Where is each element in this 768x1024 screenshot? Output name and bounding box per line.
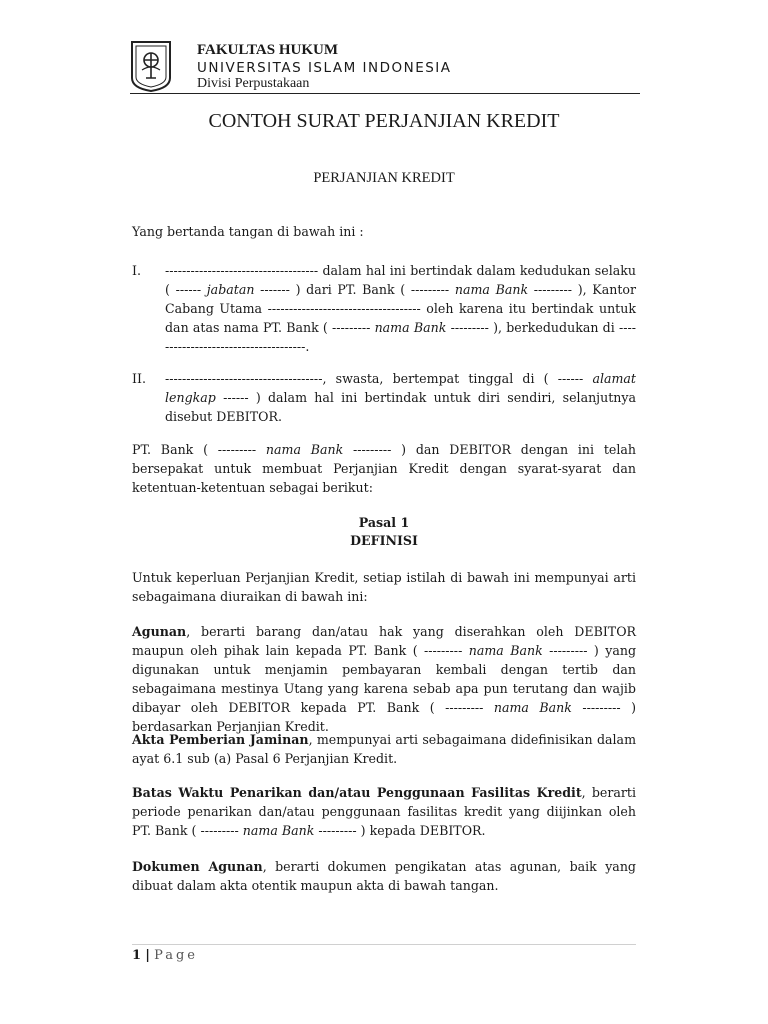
footer-separator: | — [145, 948, 150, 963]
party-1-text: ------------------------------------ dalam hal ini bertindak dalam kedudukan selaku ( ------ jabatan ------- ) dari PT. Bank ( --------- nama Bank --------- ), Kantor Cabang Utama ------------------------------------ oleh karena itu bertindak untuk dan atas nama PT. Bank ( --------- nama Bank --------- ), berkedudukan di -------------------------------------. — [165, 263, 636, 354]
footer-divider — [132, 944, 636, 945]
pasal-number: Pasal 1 — [358, 515, 410, 530]
page-footer — [132, 948, 198, 963]
party-2-text: -------------------------------------, swasta, bertempat tinggal di ( ------ alamat lengkap ------ ) dalam hal ini bertindak untuk diri sendiri, selanjutnya disebut DEBITOR. — [165, 371, 636, 424]
definition-dokumen-agunan: Dokumen Agunan, berarti dokumen pengikatan atas agunan, baik yang dibuat dalam akta otentik maupun akta di bawah tangan. — [132, 859, 636, 893]
page-label: Page — [154, 948, 198, 963]
document-title: CONTOH SURAT PERJANJIAN KREDIT — [208, 110, 560, 132]
intro-text: Yang bertanda tangan di bawah ini : — [132, 224, 364, 239]
party-2-number: II. — [132, 371, 146, 386]
pasal-heading: DEFINISI — [350, 533, 418, 548]
university-name: UNIVERSITAS ISLAM INDONESIA — [197, 60, 452, 76]
party-1-number: I. — [132, 263, 141, 278]
agreement-paragraph: PT. Bank ( --------- nama Bank --------- ) dan DEBITOR dengan ini telah bersepakat untuk membuat Perjanjian Kredit dengan syarat-syarat dan ketentuan-ketentuan sebagai berikut: — [132, 442, 636, 495]
header-divider — [130, 93, 640, 94]
definition-akta-pemberian-jaminan: Akta Pemberian Jaminan, mempunyai arti sebagaimana didefinisikan dalam ayat 6.1 sub (a) Pasal 6 Perjanjian Kredit. — [132, 732, 637, 766]
agreement-title: PERJANJIAN KREDIT — [313, 170, 455, 186]
definition-agunan: Agunan, berarti barang dan/atau hak yang diserahkan oleh DEBITOR maupun oleh pihak lain kepada PT. Bank ( --------- nama Bank --------- ) yang digunakan untuk menjamin pembayaran kembali dengan tertib dan sebagaimana mestinya Utang yang karena sebab apa pun terutang dan wajib dibayar oleh DEBITOR kepada PT. Bank ( --------- nama Bank --------- ) berdasarkan Perjanjian Kredit. — [132, 624, 637, 734]
definitions-intro: Untuk keperluan Perjanjian Kredit, setiap istilah di bawah ini mempunyai arti sebagaimana diuraikan di bawah ini: — [132, 570, 636, 604]
faculty-name: FAKULTAS HUKUM — [197, 42, 338, 58]
page-number: 1 — [132, 948, 142, 963]
division-name: Divisi Perpustakaan — [197, 76, 310, 91]
definition-batas-waktu: Batas Waktu Penarikan dan/atau Penggunaan Fasilitas Kredit, berarti periode penarikan dan/atau penggunaan fasilitas kredit yang diijinkan oleh PT. Bank ( --------- nama Bank --------- ) kepada DEBITOR. — [132, 785, 636, 838]
university-logo-icon — [130, 40, 172, 92]
